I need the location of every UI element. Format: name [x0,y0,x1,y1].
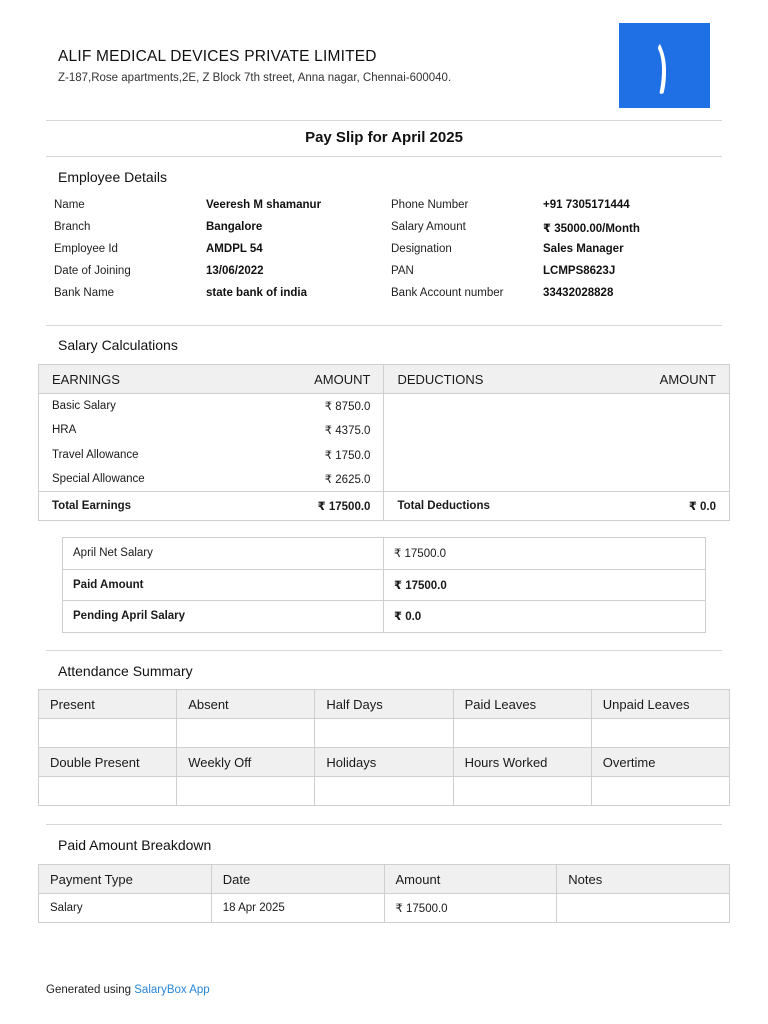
attendance-header: Half Days [315,690,453,719]
salary-total-row [39,492,730,521]
payment-row [39,894,730,923]
net-value: ₹ 0.0 [384,601,706,633]
field-value: +91 7305171444 [543,199,630,211]
net-row [63,601,706,633]
deduction-cell [384,467,589,492]
earning-row [39,443,730,468]
net-value: ₹ 17500.0 [384,569,706,601]
attendance-section-title: Attendance Summary [58,663,193,679]
employee-row [54,243,694,265]
attendance-header: Double Present [39,748,177,777]
attendance-value [453,719,591,748]
attendance-table [38,689,730,806]
earning-amount: ₹ 4375.0 [243,418,384,443]
earning-label: Basic Salary [39,394,244,419]
attendance-value [177,719,315,748]
footer-text: Generated using [46,984,132,996]
attendance-header: Weekly Off [177,748,315,777]
deductions-header: DEDUCTIONS [384,365,589,394]
total-deductions-label: Total Deductions [384,492,589,521]
earning-label: HRA [39,418,244,443]
attendance-header: Absent [177,690,315,719]
divider [46,120,722,121]
attendance-header: Unpaid Leaves [591,690,729,719]
salary-table [38,364,730,521]
payments-section-title: Paid Amount Breakdown [58,837,212,853]
divider [46,156,722,157]
field-label: Date of Joining [54,265,131,277]
attendance-header: Holidays [315,748,453,777]
field-value: Bangalore [206,221,263,233]
attendance-value-row [39,777,730,806]
salarybox-link[interactable]: SalaryBox App [134,984,210,996]
attendance-header: Present [39,690,177,719]
attendance-header-row [39,748,730,777]
field-label: Phone Number [391,199,469,211]
field-value: Sales Manager [543,243,624,255]
employee-row [54,287,694,309]
company-header [58,48,451,84]
payments-table [38,864,730,923]
attendance-header: Paid Leaves [453,690,591,719]
net-salary-table [62,537,706,633]
net-row [63,538,706,570]
earnings-amount-header: AMOUNT [243,365,384,394]
field-label: Designation [391,243,452,255]
payments-header: Payment Type [39,865,212,894]
company-logo [619,23,710,108]
net-label: April Net Salary [63,538,384,570]
company-name: ALIF MEDICAL DEVICES PRIVATE LIMITED [58,48,377,65]
earning-amount: ₹ 2625.0 [243,467,384,492]
earning-row [39,467,730,492]
attendance-value [315,777,453,806]
field-value: 13/06/2022 [206,265,264,277]
attendance-value [177,777,315,806]
payments-header-row [39,865,730,894]
attendance-value-row [39,719,730,748]
divider [46,824,722,825]
deduction-amount-cell [589,394,730,419]
field-value: 33432028828 [543,287,614,299]
payment-type: Salary [39,894,212,923]
field-label: Employee Id [54,243,118,255]
payment-amount: ₹ 17500.0 [384,894,557,923]
earning-amount: ₹ 8750.0 [243,394,384,419]
payments-header: Date [211,865,384,894]
net-label: Pending April Salary [63,601,384,633]
field-value: state bank of india [206,287,307,299]
field-label: Salary Amount [391,221,466,233]
attendance-header: Hours Worked [453,748,591,777]
attendance-value [591,719,729,748]
employee-row [54,265,694,287]
divider [46,325,722,326]
field-label: Name [54,199,85,211]
earning-row [39,394,730,419]
deduction-amount-cell [589,418,730,443]
attendance-header-row [39,690,730,719]
field-label: PAN [391,265,414,277]
attendance-value [453,777,591,806]
deduction-amount-cell [589,443,730,468]
total-earnings-value: ₹ 17500.0 [243,492,384,521]
field-value: Veeresh M shamanur [206,199,322,211]
payslip-title: Pay Slip for April 2025 [305,129,463,146]
divider [46,650,722,651]
deduction-cell [384,394,589,419]
earning-label: Travel Allowance [39,443,244,468]
footer [46,984,210,996]
employee-row [54,221,694,243]
net-value: ₹ 17500.0 [384,538,706,570]
earning-amount: ₹ 1750.0 [243,443,384,468]
field-value: AMDPL 54 [206,243,263,255]
field-label: Bank Account number [391,287,504,299]
attendance-value [315,719,453,748]
field-label: Branch [54,221,91,233]
field-value: LCMPS8623J [543,265,616,277]
payments-header: Amount [384,865,557,894]
deduction-amount-cell [589,467,730,492]
payment-date: 18 Apr 2025 [211,894,384,923]
payments-header: Notes [557,865,730,894]
field-value: ₹ 35000.00/Month [543,223,640,235]
employee-row [54,199,694,221]
field-label: Bank Name [54,287,115,299]
deduction-cell [384,418,589,443]
earning-label: Special Allowance [39,467,244,492]
earnings-header: EARNINGS [39,365,244,394]
attendance-header: Overtime [591,748,729,777]
attendance-value [39,719,177,748]
net-label: Paid Amount [63,569,384,601]
total-earnings-label: Total Earnings [39,492,244,521]
employee-section-title: Employee Details [58,169,167,185]
payment-notes [557,894,730,923]
company-address: Z-187,Rose apartments,2E, Z Block 7th street, Anna nagar, Chennai-600040. [58,72,452,84]
net-row [63,569,706,601]
attendance-value [39,777,177,806]
employee-details [54,199,694,309]
salary-header-row [39,365,730,394]
attendance-value [591,777,729,806]
deductions-amount-header: AMOUNT [589,365,730,394]
alif-logo-icon [619,23,710,108]
deduction-cell [384,443,589,468]
earning-row [39,418,730,443]
salary-section-title: Salary Calculations [58,337,178,353]
total-deductions-value: ₹ 0.0 [589,492,730,521]
